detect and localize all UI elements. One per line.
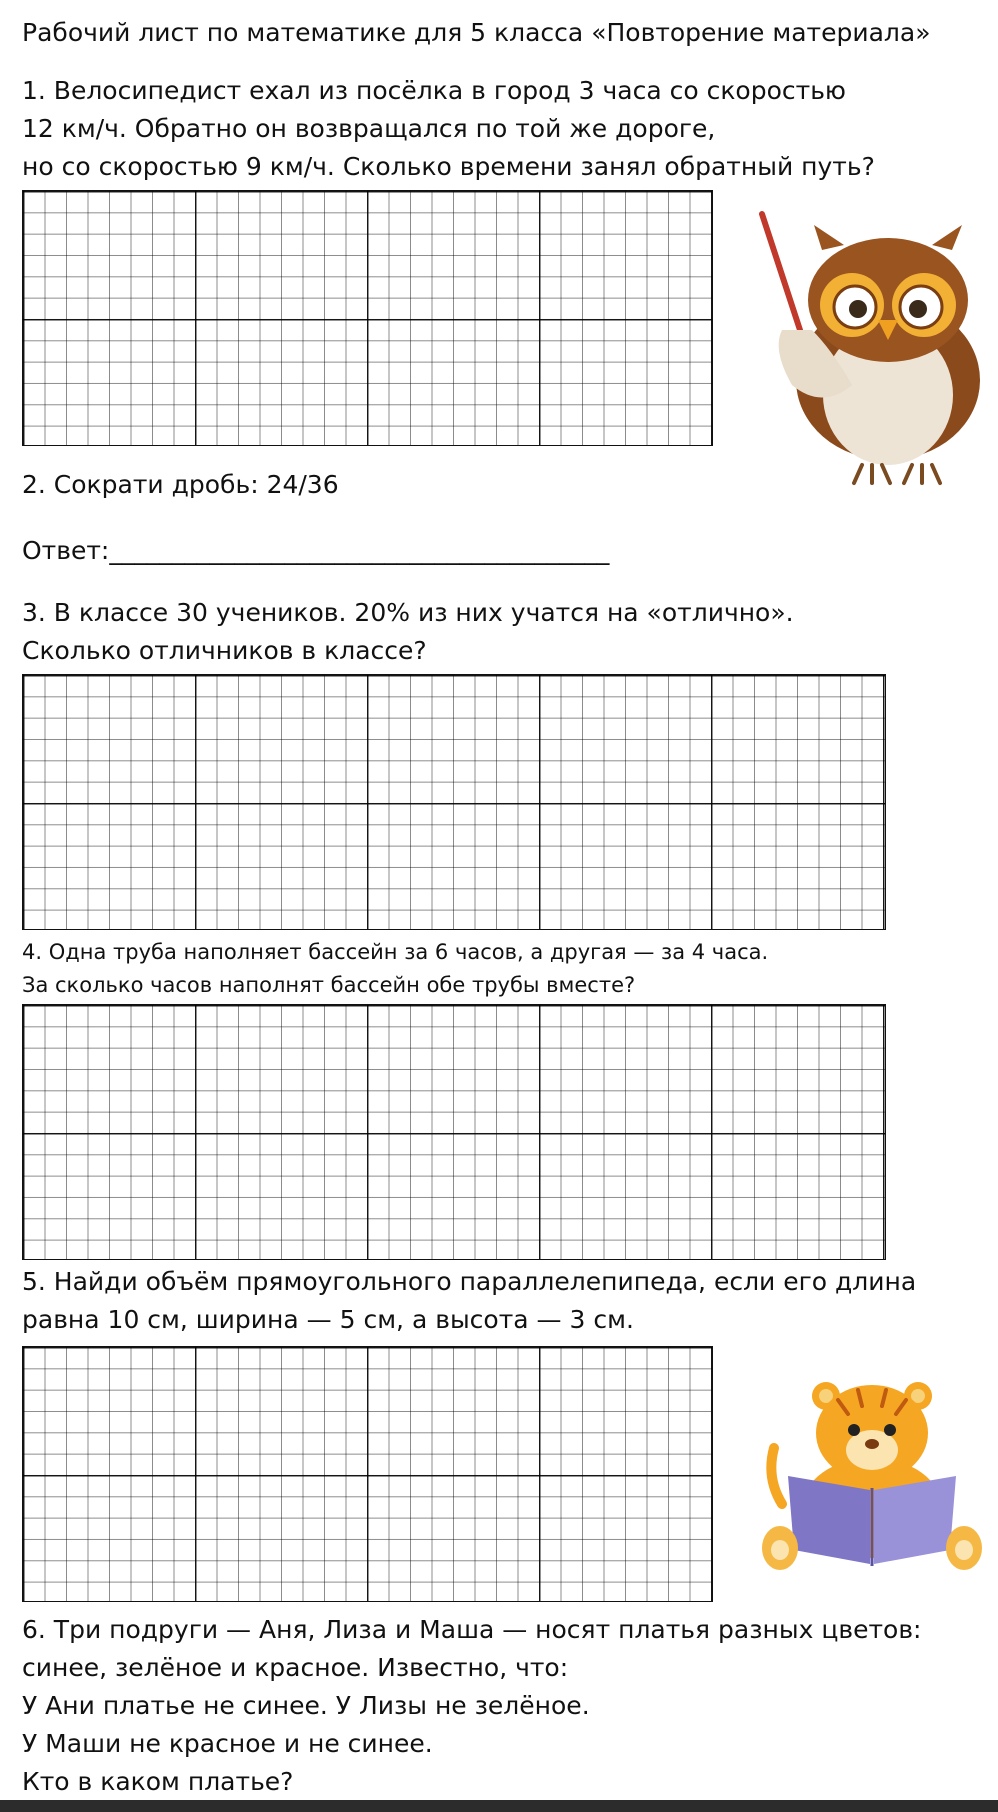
q6-line-2: синее, зелёное и красное. Известно, что: xyxy=(22,1653,569,1682)
q1-line-3: но со скоростью 9 км/ч. Сколько времени занял обратный путь? xyxy=(22,152,875,181)
q3-line-1: 3. В классе 30 учеников. 20% из них учатся на «отлично». xyxy=(22,598,794,627)
answer-grid-q3 xyxy=(22,674,886,930)
worksheet-title: Рабочий лист по математике для 5 класса «Повторение материала» xyxy=(22,18,931,47)
q1-line-1: 1. Велосипедист ехал из посёлка в город 3 часа со скоростью xyxy=(22,76,846,105)
answer-grid-q5 xyxy=(22,1346,713,1602)
q3-line-2: Сколько отличников в классе? xyxy=(22,636,427,665)
q1-line-2: 12 км/ч. Обратно он возвращался по той же дороге, xyxy=(22,114,716,143)
q5-line-1: 5. Найди объём прямоугольного параллелепипеда, если его длина xyxy=(22,1267,917,1296)
q4-line-2: За сколько часов наполнят бассейн обе трубы вместе? xyxy=(22,973,636,997)
q6-line-3: У Ани платье не синее. У Лизы не зелёное. xyxy=(22,1691,590,1720)
tiger-reading-icon xyxy=(758,1378,986,1574)
q2-text: 2. Сократи дробь: 24/36 xyxy=(22,470,339,499)
bottom-edge-bar xyxy=(0,1800,998,1812)
q6-line-5: Кто в каком платье? xyxy=(22,1767,294,1796)
q5-line-2: равна 10 см, ширина — 5 см, а высота — 3 см. xyxy=(22,1305,634,1334)
q6-line-4: У Маши не красное и не синее. xyxy=(22,1729,433,1758)
q4-line-1: 4. Одна труба наполняет бассейн за 6 часов, а другая — за 4 часа. xyxy=(22,940,769,964)
answer-grid-q4 xyxy=(22,1004,886,1260)
answer-grid-q1 xyxy=(22,190,713,446)
q6-line-1: 6. Три подруги — Аня, Лиза и Маша — носят платья разных цветов: xyxy=(22,1615,922,1644)
owl-teacher-icon xyxy=(752,210,988,490)
q2-answer-line[interactable]: Ответ:________________________________________ xyxy=(22,536,610,565)
pointer-stick-icon xyxy=(762,214,800,330)
